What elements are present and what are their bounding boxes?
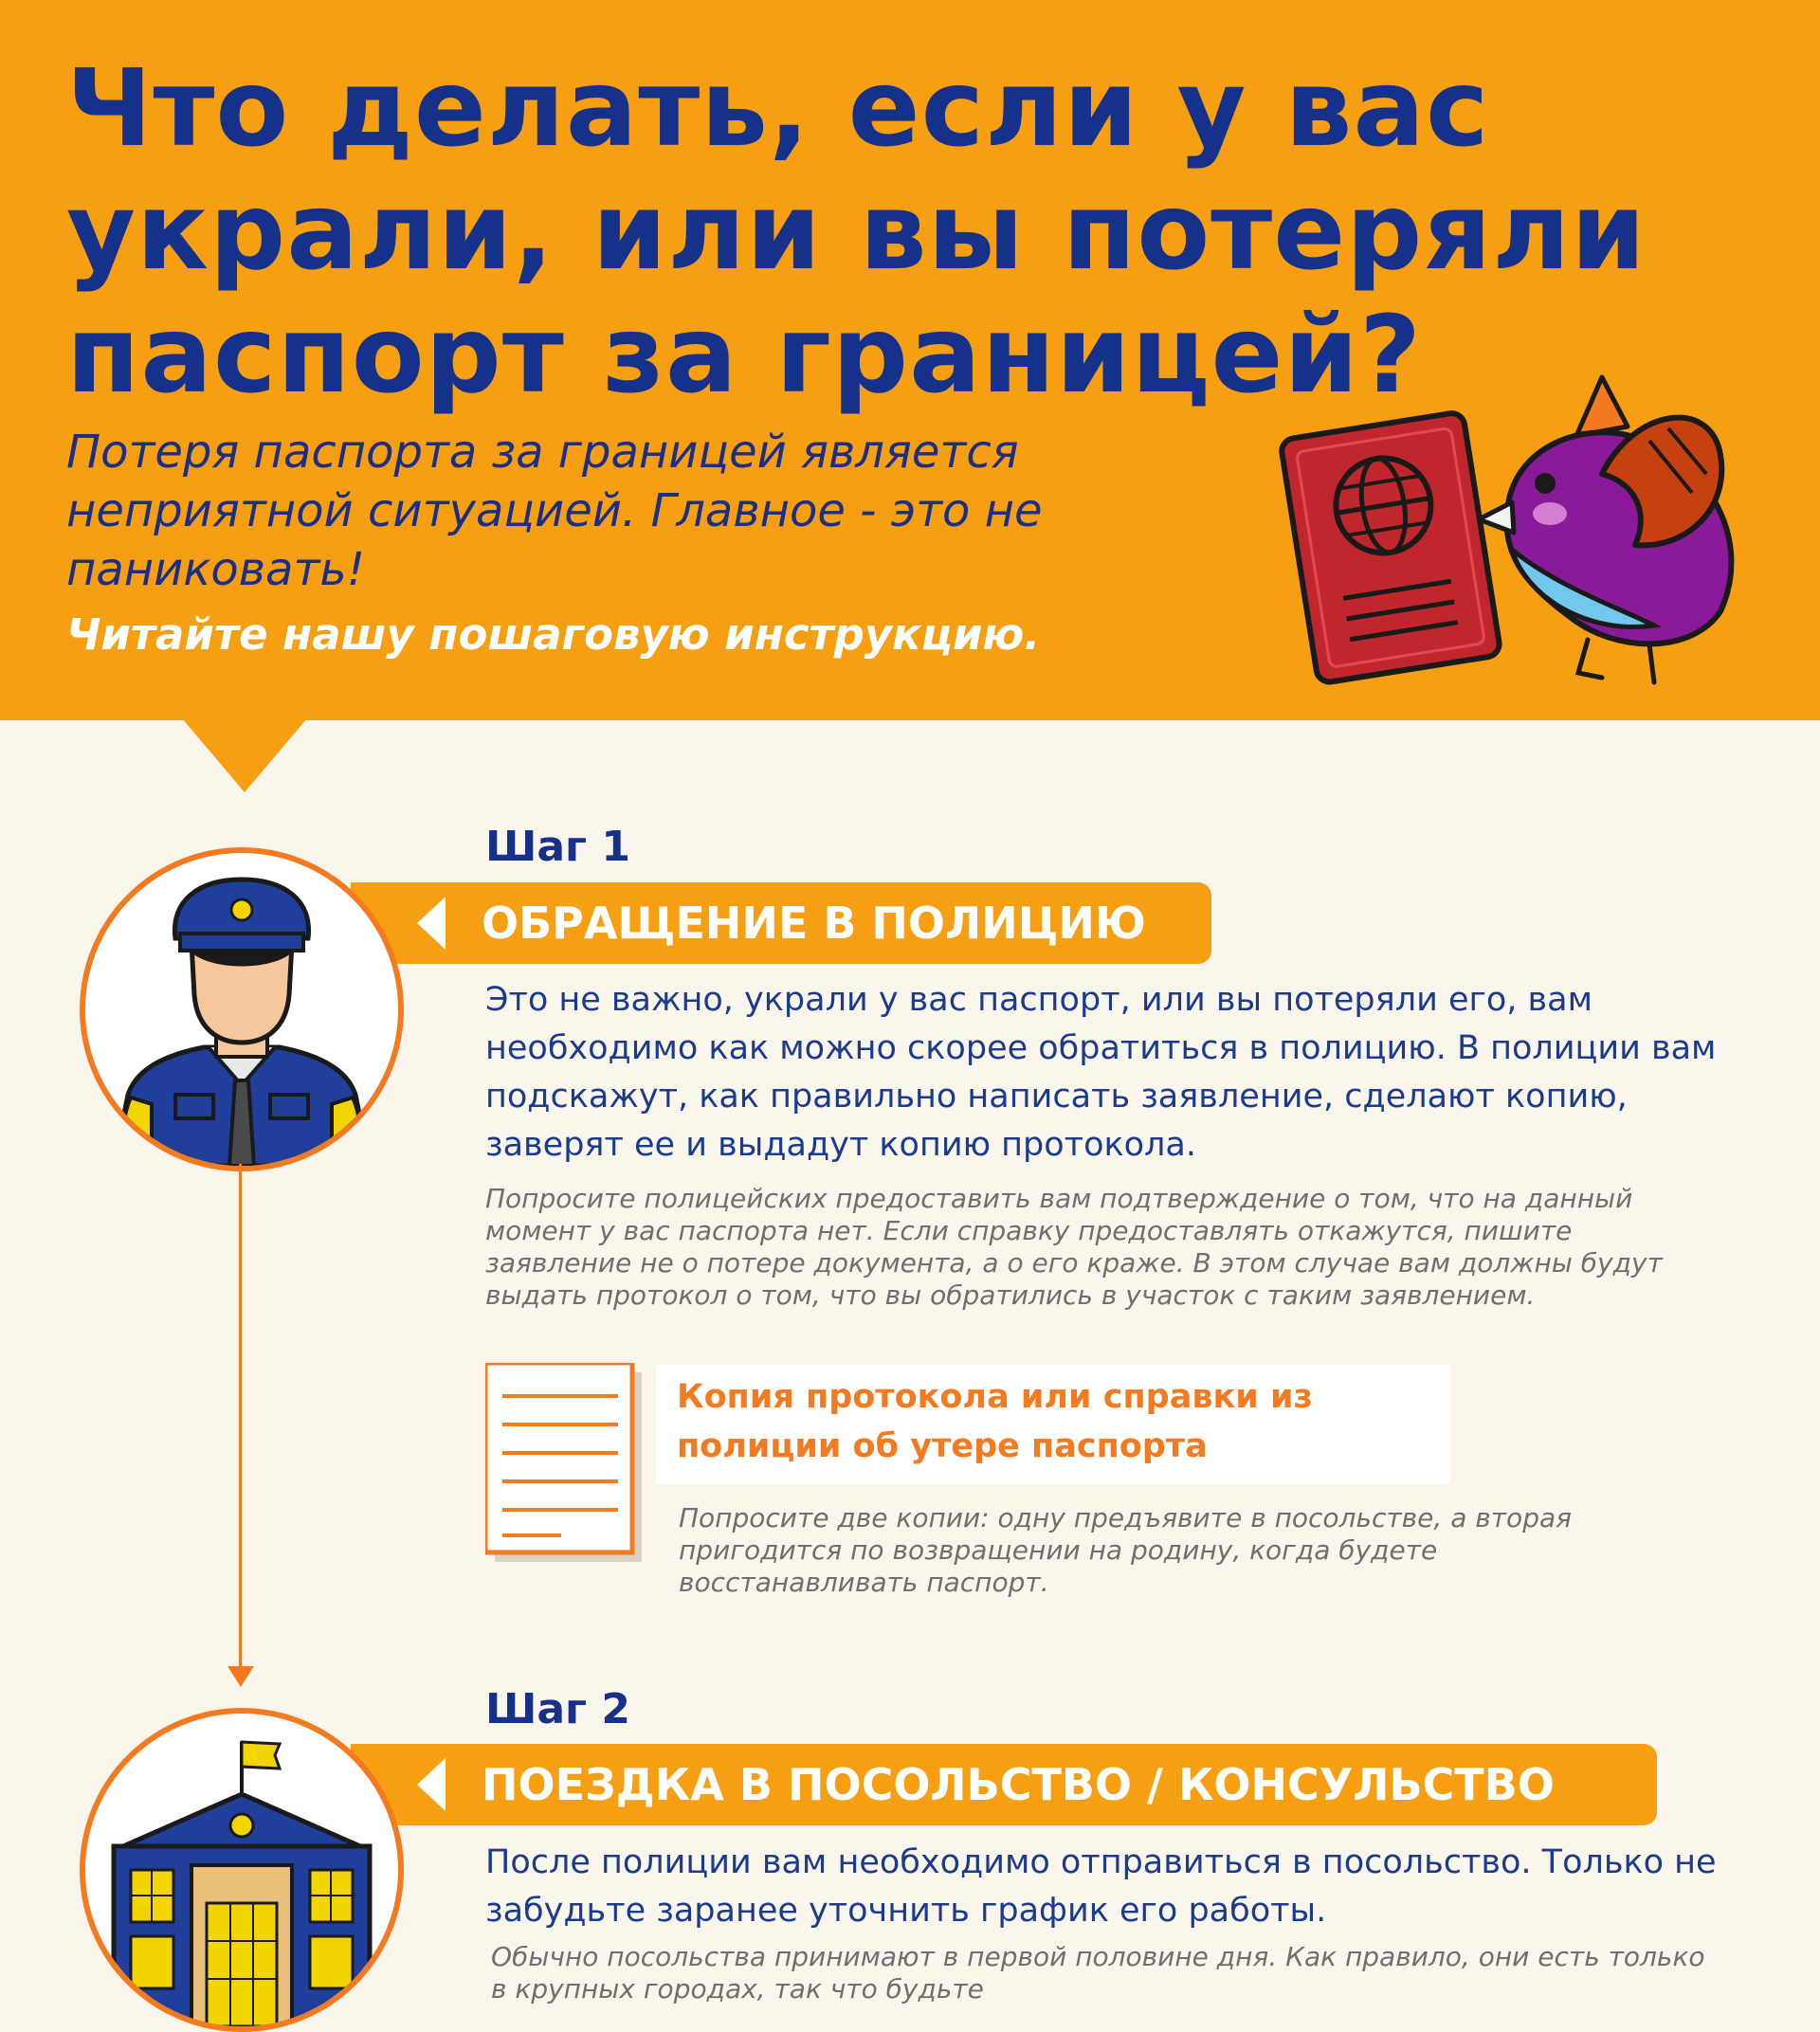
step-1-text: Это не важно, украли у вас паспорт, или вы потеряли его, вам необходимо как можно скорее обратиться в полицию. В полиции вам подскажут, как правильно написать заявление, сделают копию, заверят ее и выдадут копию протокола.: [485, 981, 1717, 1164]
step-2-text: После полиции вам необходимо отправиться в посольство. Только не забудьте заранее уточнить график его работы.: [485, 1843, 1717, 1930]
step-2-title: ПОЕЗДКА В ПОСОЛЬСТВО / КОНСУЛЬСТВО: [482, 1759, 1555, 1810]
page-title: Что делать, если у вас украли, или вы потеряли паспорт за границей?: [66, 47, 1647, 417]
bird-with-passport-icon: [1275, 370, 1768, 692]
step-1-title-ribbon: [351, 882, 1211, 964]
document-title: Копия протокола или справки из полиции об утере паспорта: [677, 1378, 1313, 1465]
ribbon-arrow-icon: [417, 897, 446, 950]
embassy-building-icon: [80, 1708, 404, 2032]
timeline-connector: [239, 1164, 242, 1666]
step-2-title-ribbon: [351, 1744, 1657, 1825]
ribbon-arrow-icon: [417, 1758, 446, 1811]
step-2-label: Шаг 2: [485, 1685, 630, 1733]
page-subtitle: Потеря паспорта за границей является неприятной ситуацией. Главное - это не паниковать!: [66, 426, 1043, 596]
timeline-arrow-icon: [228, 1666, 254, 1687]
step-1-title: ОБРАЩЕНИЕ В ПОЛИЦИЮ: [482, 898, 1146, 949]
header-banner: [0, 0, 1820, 720]
document-title-box: [656, 1365, 1450, 1484]
step-1-label: Шаг 1: [485, 823, 630, 871]
header-pointer: [182, 718, 307, 792]
step-2-note: Обычно посольства принимают в первой половине дня. Как правило, они есть только в крупных городах, так что будьте: [491, 1941, 1705, 2005]
step-1-note: Попросите полицейских предоставить вам подтверждение о том, что на данный момент у вас паспорта нет. Если справку предоставлять откажутся, пишите заявление не о потере документа, а о его краже. В этом случае вам должны будут выдать протокол о том, что вы обратились в участок с таким заявлением.: [485, 1183, 1663, 1311]
document-note: Попросите две копии: одну предъявите в посольстве, а вторая пригодится по возвращении на родину, когда будете восстанавливать паспорт.: [679, 1502, 1572, 1598]
instruction-callout: Читайте нашу пошаговую инструкцию.: [66, 609, 1041, 660]
document-icon: [485, 1363, 642, 1562]
police-officer-icon: [80, 847, 404, 1171]
